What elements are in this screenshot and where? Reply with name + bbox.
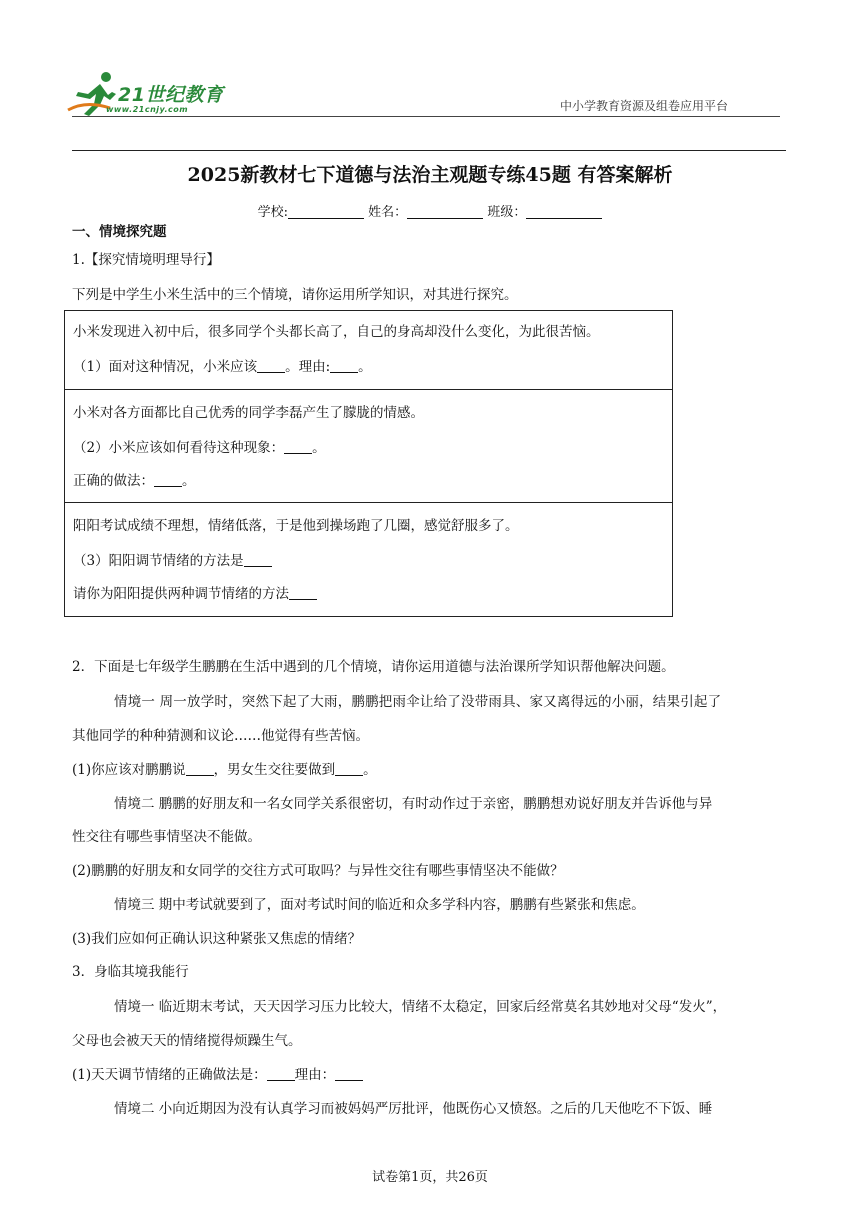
answer-blank[interactable] <box>267 1067 295 1081</box>
answer-blank[interactable] <box>154 473 182 487</box>
box-2-text: 小米对各方面都比自己优秀的同学李磊产生了朦胧的情感。 <box>73 405 424 421</box>
school-field[interactable] <box>288 204 364 219</box>
name-label: 姓名： <box>368 205 408 220</box>
answer-blank[interactable] <box>330 359 358 373</box>
box-3-methods-a: 请你为阳阳提供两种调节情绪的方法 <box>73 586 289 602</box>
school-label: 学校: <box>257 205 289 220</box>
box-3-text: 阳阳考试成绩不理想，情绪低落，于是他到操场跑了几圈，感觉舒服多了。 <box>73 518 519 534</box>
question-1-label: 1.【探究情境明理导行】 <box>72 252 220 268</box>
question-2-sub-3: (3)我们应如何正确认识这种紧张又焦虑的情绪？ <box>72 931 362 947</box>
box-2-question-b: 。 <box>312 440 326 456</box>
answer-blank[interactable] <box>289 586 317 600</box>
question-2-scenario-3: 情境三 期中考试就要到了，面对考试时间的临近和众多学科内容，鹏鹏有些紧张和焦虑。 <box>114 897 645 913</box>
name-field[interactable] <box>407 204 483 219</box>
answer-blank[interactable] <box>244 553 272 567</box>
box-2-practice-a: 正确的做法： <box>73 473 154 489</box>
question-3-label: 3．身临其境我能行 <box>72 964 189 980</box>
answer-blank[interactable] <box>335 1067 363 1081</box>
question-1-intro: 下列是中学生小米生活中的三个情境，请你运用所学知识，对其进行探究。 <box>72 287 518 303</box>
logo-url: www.21cnjy.com <box>106 105 189 114</box>
q2-sub-1-b: ，男女生交往要做到 <box>213 762 336 778</box>
box-1-question-a: （1）面对这种情况，小米应该 <box>73 359 258 375</box>
question-3-scenario-2: 情境二 小向近期因为没有认真学习而被妈妈严厉批评，他既伤心又愤怒。之后的几天他吃不下饭、睡 <box>114 1101 713 1117</box>
box-2-question <box>73 438 326 458</box>
title-rule <box>72 150 786 151</box>
box-3-question <box>73 551 272 571</box>
q3-sub-1-b: 理由： <box>294 1067 336 1083</box>
class-field[interactable] <box>526 204 602 219</box>
question-2-scenario-1b: 其他同学的种种猜测和议论……他觉得有些苦恼。 <box>72 728 369 744</box>
student-info-line <box>0 201 860 220</box>
question-2-label: 2．下面是七年级学生鹏鹏在生活中遇到的几个情境，请你运用道德与法治课所学知识帮他解决问题。 <box>72 659 675 675</box>
question-2-sub-1 <box>72 760 377 780</box>
answer-blank[interactable] <box>257 359 285 373</box>
header-divider <box>72 116 780 117</box>
answer-blank[interactable] <box>186 762 214 776</box>
question-2-sub-2: (2)鹏鹏的好朋友和女同学的交往方式可取吗？与异性交往有哪些事情坚决不能做？ <box>72 863 564 879</box>
box-2-question-a: （2）小米应该如何看待这种现象： <box>73 440 285 456</box>
box-1-question-c: 。 <box>358 359 372 375</box>
box-1-text: 小米发现进入初中后，很多同学个头都长高了，自己的身高却没什么变化，为此很苦恼。 <box>73 324 600 340</box>
question-3-scenario-1a: 情境一 临近期末考试，天天因学习压力比较大，情绪不太稳定，回家后经常莫名其妙地对父母“发火”， <box>114 999 727 1015</box>
q2-sub-1-a: (1)你应该对鹏鹏说 <box>72 762 186 778</box>
box-1-question-b: 。理由: <box>285 359 331 375</box>
answer-blank[interactable] <box>284 440 312 454</box>
logo <box>66 70 236 120</box>
question-2-scenario-2a: 情境二 鹏鹏的好朋友和一名女同学关系很密切，有时动作过于亲密，鹏鹏想劝说好朋友并告诉他与异 <box>114 796 713 812</box>
answer-blank[interactable] <box>335 762 363 776</box>
question-2-scenario-1a: 情境一 周一放学时，突然下起了大雨，鹏鹏把雨伞让给了没带雨具、家又离得远的小丽，结果引起了 <box>114 694 722 710</box>
section-heading: 一、情境探究题 <box>72 224 167 240</box>
header-platform-text: 中小学教育资源及组卷应用平台 <box>560 99 729 113</box>
question-3-sub-1 <box>72 1065 363 1085</box>
page-footer: 试卷第1页，共26页 <box>372 1170 488 1185</box>
box-1-question <box>73 357 372 377</box>
box-3-question-a: （3）阳阳调节情绪的方法是 <box>73 553 244 569</box>
logo-text: 21世纪教育 <box>118 84 224 106</box>
box-2-practice-b: 。 <box>182 473 196 489</box>
class-label: 班级： <box>487 205 527 220</box>
box-2-practice <box>73 471 196 491</box>
box-3-methods <box>73 584 317 604</box>
question-2-scenario-2b: 性交往有哪些事情坚决不能做。 <box>72 829 261 845</box>
q2-sub-1-c: 。 <box>363 762 377 778</box>
q3-sub-1-a: (1)天天调节情绪的正确做法是： <box>72 1067 267 1083</box>
question-3-scenario-1b: 父母也会被天天的情绪搅得烦躁生气。 <box>72 1033 302 1049</box>
page-title: 2025新教材七下道德与法治主观题专练45题 有答案解析 <box>187 164 673 186</box>
